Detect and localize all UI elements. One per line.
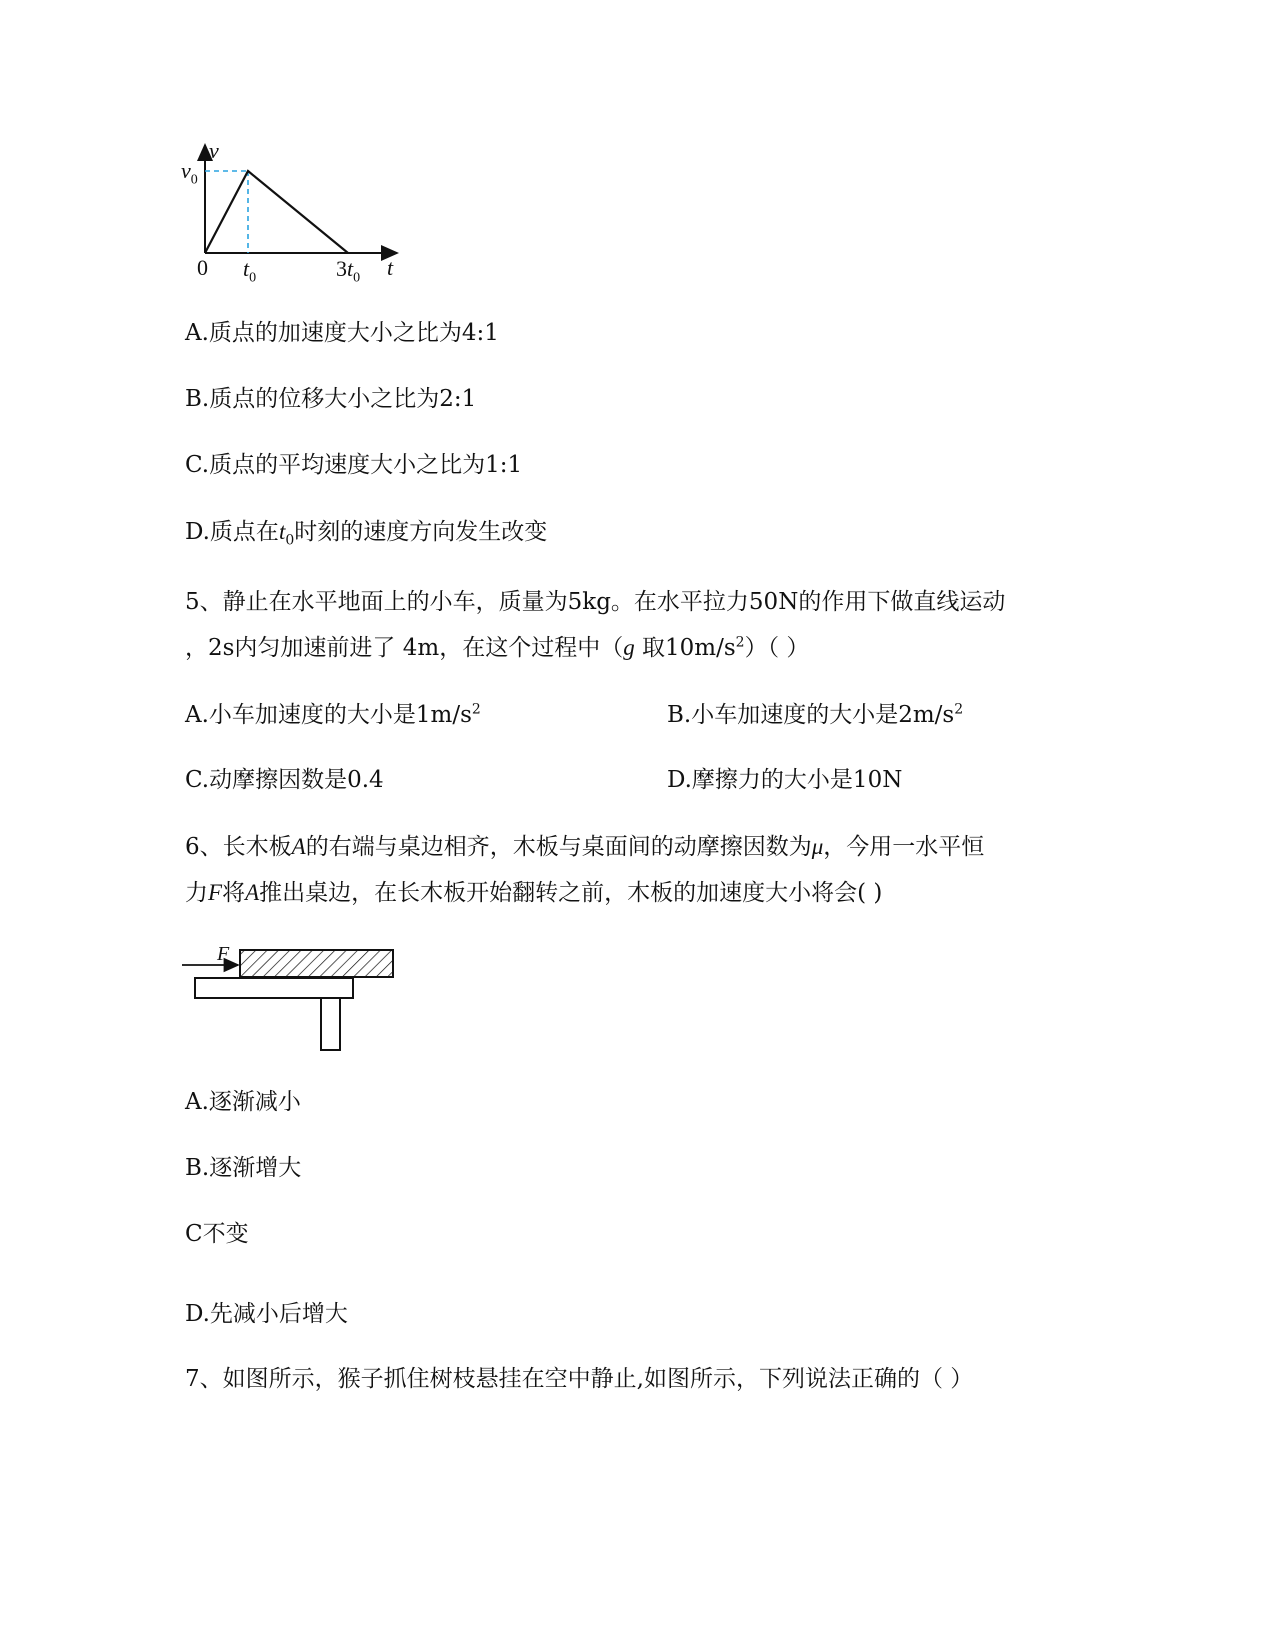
q4-option-a: A.质点的加速度大小之比为4:1 (185, 320, 499, 346)
q5-option-b: B.小车加速度的大小是$2m/s^2$ (667, 701, 964, 728)
vt-graph (175, 140, 415, 285)
q6-option-a: A.逐渐减小 (185, 1089, 301, 1115)
q5-stem-line2: ，2s内匀加速前进了 4m，在这个过程中（g 取$10m/s^2$）（ ） (185, 634, 810, 661)
origin-label: 0 (197, 255, 208, 280)
q5-option-c: C.动摩擦因数是0.4 (185, 767, 384, 793)
q6-stem-line1: 6、长木板A的右端与桌边相齐，木板与桌面间的动摩擦因数为μ，今用一水平恒 (185, 834, 985, 860)
v-axis-label: v (209, 138, 219, 163)
v0-label: $v_0$ (181, 158, 198, 188)
q6-option-b: B.逐渐增大 (185, 1155, 302, 1181)
q4-option-c: C.质点的平均速度大小之比为1:1 (185, 452, 523, 478)
board-table-svg (180, 935, 410, 1060)
t-axis-label: t (387, 255, 394, 280)
q5-option-a: A.小车加速度的大小是$1m/s^2$ (185, 701, 481, 728)
q5-stem-line1: 5、静止在水平地面上的小车，质量为5kg。在水平拉力50N的作用下做直线运动 (185, 589, 1006, 615)
q6-option-d: D.先减小后增大 (185, 1301, 348, 1327)
board-table-figure (180, 935, 410, 1060)
q4-option-b: B.质点的位移大小之比为2:1 (185, 386, 477, 412)
table-top (195, 978, 353, 998)
table-leg (321, 998, 340, 1050)
q6-option-c: C不变 (185, 1221, 249, 1247)
t0-label: $t_0$ (243, 256, 257, 286)
velocity-curve (205, 171, 348, 253)
force-label: F (217, 943, 230, 965)
q5-option-d: D.摩擦力的大小是10N (667, 767, 903, 793)
q4-option-d: D.质点在$t_0$时刻的速度方向发生改变 (185, 519, 548, 549)
q6-stem-line2: 力F将A推出桌边，在长木板开始翻转之前，木板的加速度大小将会( ) (185, 880, 883, 906)
q7-stem: 7、如图所示，猴子抓住树枝悬挂在空中静止,如图所示，下列说法正确的（ ） (185, 1366, 974, 1392)
board-a (240, 950, 393, 977)
3t0-label: $3t_0$ (336, 256, 361, 286)
